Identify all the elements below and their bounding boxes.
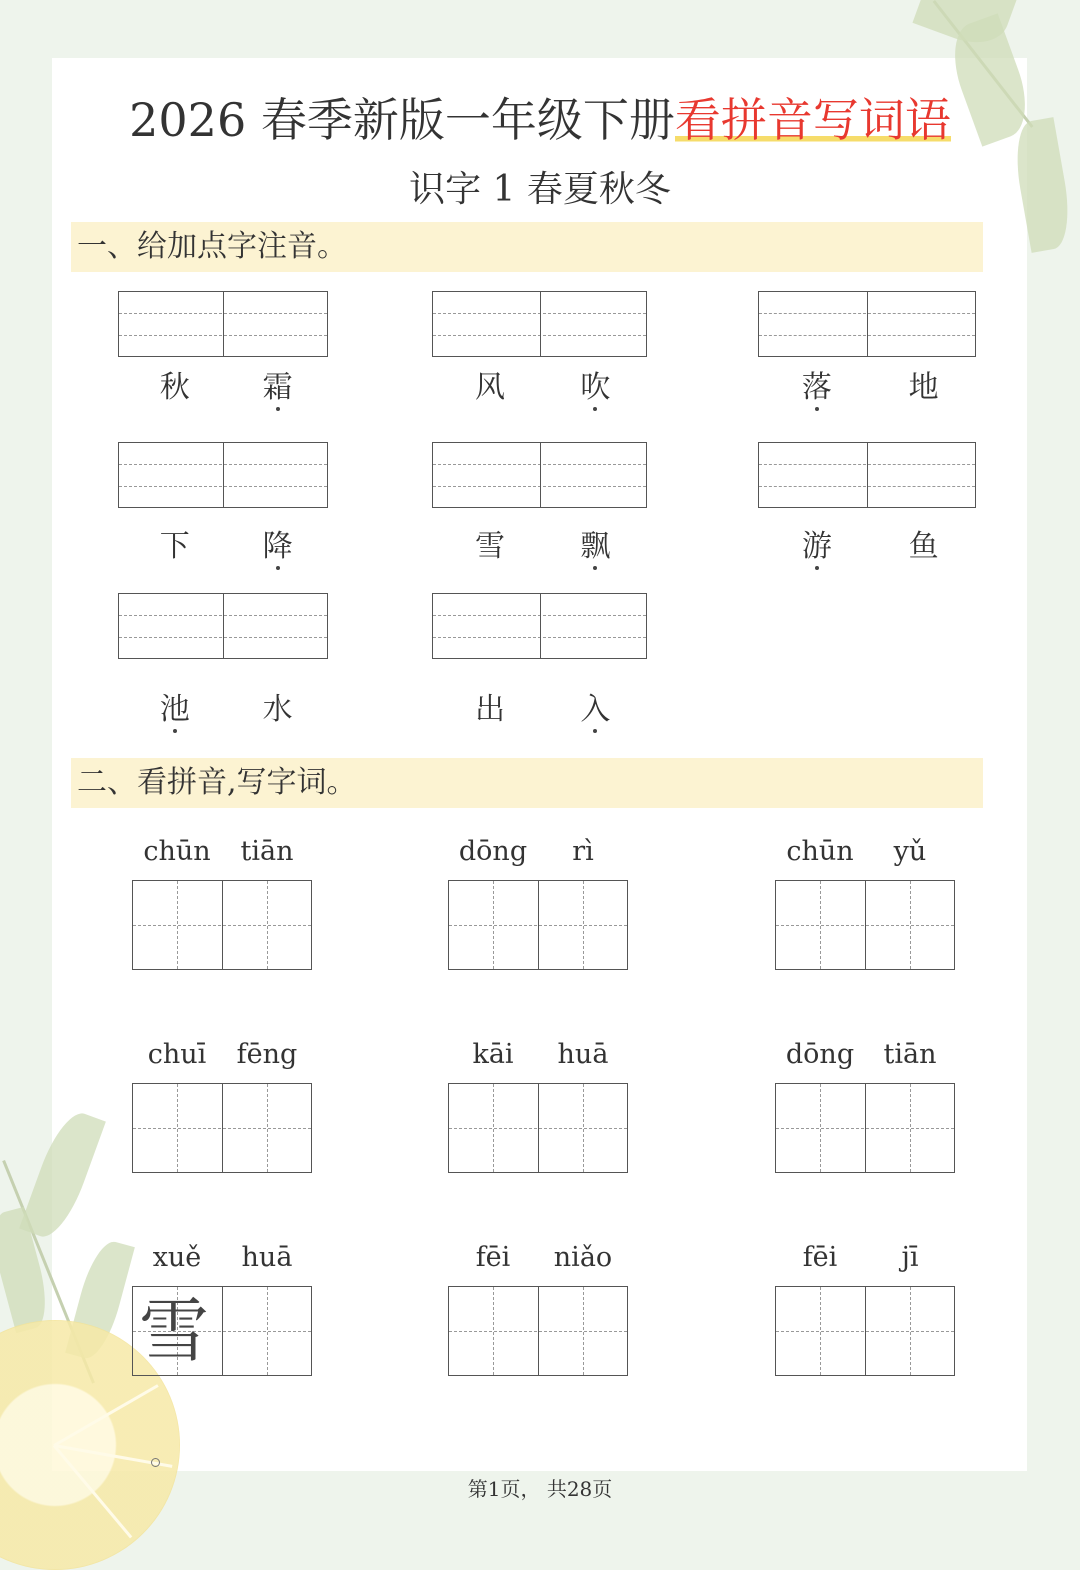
- tianzige-writing-grid[interactable]: [448, 880, 628, 970]
- pinyin-label: huā: [557, 1039, 609, 1070]
- pinyin-label: chūn: [143, 836, 211, 867]
- pinyin-label: niǎo: [553, 1242, 613, 1273]
- character-label: 地: [908, 370, 939, 405]
- character-label: 飘: [575, 530, 615, 564]
- character-label: 池: [155, 693, 195, 727]
- pinyin-writing-box[interactable]: [758, 291, 976, 357]
- pinyin-label: kāi: [472, 1039, 514, 1070]
- tianzige-writing-grid[interactable]: [132, 880, 312, 970]
- pinyin-label: chuī: [147, 1039, 207, 1070]
- pinyin-label: xuě: [152, 1242, 202, 1273]
- character-label: 风: [475, 370, 506, 405]
- pinyin-writing-box[interactable]: [118, 442, 328, 508]
- page-title-main: 2026 春季新版一年级下册: [129, 93, 675, 147]
- pinyin-label: fēi: [802, 1242, 838, 1273]
- pinyin-label: dōng: [785, 1039, 855, 1070]
- character-label: 秋: [159, 370, 190, 405]
- pinyin-writing-box[interactable]: [118, 593, 328, 659]
- tianzige-writing-grid[interactable]: [775, 1083, 955, 1173]
- character-label: 吹: [575, 371, 615, 405]
- sample-written-character: 雪: [139, 1290, 209, 1372]
- character-label: 雪: [475, 529, 506, 564]
- ring-decoration: [151, 1458, 160, 1467]
- pinyin-writing-box[interactable]: [432, 593, 647, 659]
- pinyin-label: huā: [241, 1242, 293, 1273]
- character-label: 鱼: [908, 529, 939, 564]
- pinyin-label: jī: [901, 1242, 919, 1273]
- section2-heading: 二、看拼音,写字词。: [71, 758, 983, 808]
- tianzige-writing-grid[interactable]: [132, 1286, 312, 1376]
- character-label: 下: [159, 529, 190, 564]
- pinyin-label: dōng: [458, 836, 528, 867]
- tianzige-writing-grid[interactable]: [775, 1286, 955, 1376]
- pinyin-label: fēng: [236, 1039, 298, 1070]
- character-label: 降: [258, 530, 298, 564]
- character-label: 出: [475, 692, 506, 727]
- page-title: [0, 88, 1080, 152]
- pinyin-label: rì: [572, 836, 594, 867]
- pinyin-label: tiān: [240, 836, 294, 867]
- pinyin-writing-box[interactable]: [758, 442, 976, 508]
- character-label: 入: [575, 693, 615, 727]
- section1-heading: 一、给加点字注音。: [71, 222, 983, 272]
- tianzige-writing-grid[interactable]: [448, 1083, 628, 1173]
- tianzige-writing-grid[interactable]: [132, 1083, 312, 1173]
- page-number: 第1页， 共28页: [467, 1477, 613, 1501]
- pinyin-writing-box[interactable]: [118, 291, 328, 357]
- pinyin-writing-box[interactable]: [432, 442, 647, 508]
- character-label: 霜: [258, 371, 298, 405]
- pinyin-label: fēi: [475, 1242, 511, 1273]
- tianzige-writing-grid[interactable]: [448, 1286, 628, 1376]
- character-label: 落: [797, 371, 837, 405]
- character-label: 游: [797, 530, 837, 564]
- tianzige-writing-grid[interactable]: [775, 880, 955, 970]
- pinyin-label: tiān: [883, 1039, 937, 1070]
- page-title-highlight: 看拼音写词语: [674, 93, 951, 147]
- lesson-subtitle: 识字 1 春夏秋冬: [409, 169, 671, 210]
- pinyin-label: yǔ: [893, 836, 927, 867]
- pinyin-writing-box[interactable]: [432, 291, 647, 357]
- character-label: 水: [262, 692, 293, 727]
- pinyin-label: chūn: [786, 836, 854, 867]
